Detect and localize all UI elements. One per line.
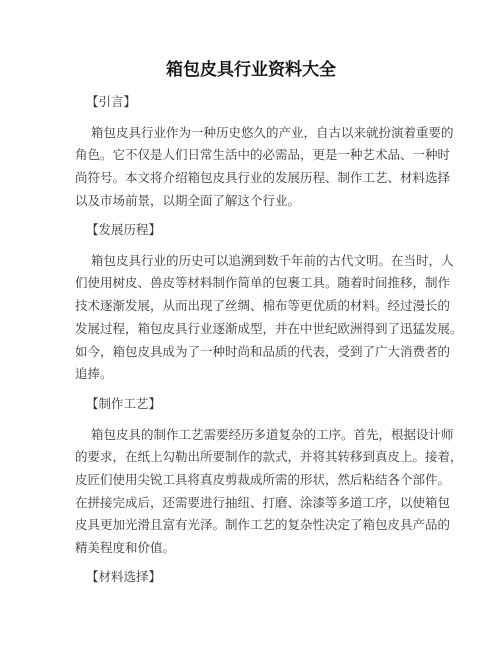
paragraph-line: 尚符号。本文将介绍箱包皮具行业的发展历程、制作工艺、材料选择: [75, 170, 451, 185]
paragraph-line: 箱包皮具行业作为一种历史悠久的产业，自古以来就扮演着重要的: [91, 125, 454, 140]
section-heading-history: 【发展历程】: [86, 222, 162, 237]
paragraph-line: 如今，箱包皮具成为了一种时尚和品质的代表，受到了广大消费者的: [75, 344, 451, 359]
paragraph-line: 皮匠们使用尖锐工具将真皮剪裁成所需的形状，然后粘结各个部件。: [75, 472, 451, 487]
section-heading-intro: 【引言】: [86, 94, 137, 109]
paragraph-line: 以及市场前景，以期全面了解这个行业。: [75, 193, 301, 208]
paragraph-line: 发展过程，箱包皮具行业逐渐成型，并在中世纪欧洲得到了迅猛发展。: [75, 321, 463, 336]
paragraph-line: 们使用树皮、兽皮等材料制作简单的包裹工具。随着时间推移，制作: [75, 275, 451, 290]
paragraph-line: 箱包皮具的制作工艺需要经历多道复杂的工序。首先，根据设计师: [91, 427, 454, 442]
document-title: 箱包皮具行业资料大全: [166, 60, 336, 80]
paragraph-line: 追捧。: [75, 366, 113, 381]
paragraph-line: 角色。它不仅是人们日常生活中的必需品，更是一种艺术品、一种时: [75, 147, 451, 162]
paragraph-line: 在拼接完成后，还需要进行抽纽、打磨、涂漆等多道工序，以使箱包: [75, 495, 451, 510]
section-heading-craft: 【制作工艺】: [86, 396, 162, 411]
section-heading-materials: 【材料选择】: [86, 569, 162, 584]
paragraph-line: 精美程度和价值。: [75, 540, 176, 555]
paragraph-line: 的要求，在纸上勾勒出所要制作的款式，并将其转移到真皮上。接着，: [75, 449, 463, 464]
paragraph-line: 技术逐渐发展，从而出现了丝绸、棉布等更优质的材料。经过漫长的: [75, 298, 451, 313]
paragraph-line: 皮具更加光滑且富有光泽。制作工艺的复杂性决定了箱包皮具产品的: [75, 517, 451, 532]
paragraph-line: 箱包皮具行业的历史可以追溯到数千年前的古代文明。在当时，人: [91, 253, 454, 268]
